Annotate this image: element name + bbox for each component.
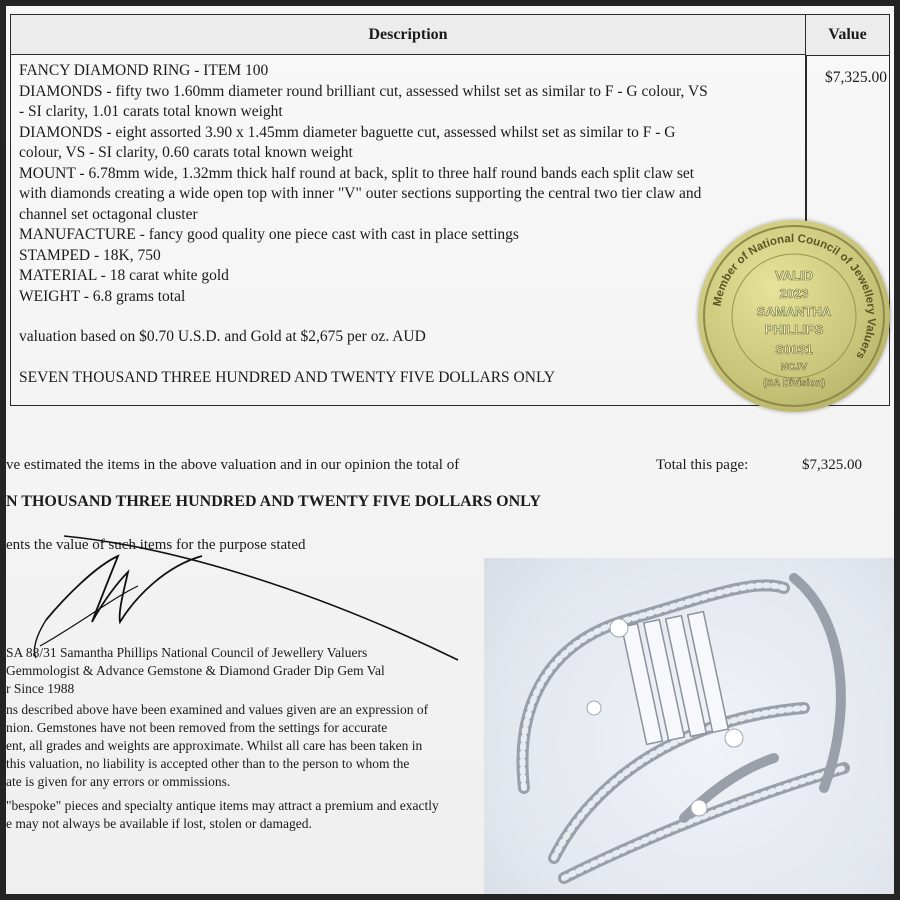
description-line: channel set octagonal cluster bbox=[19, 205, 198, 223]
disclaimer-line: nion. Gemstones have not been removed from the settings for accurate bbox=[6, 720, 388, 735]
amount-in-words: SEVEN THOUSAND THREE HUNDRED AND TWENTY FIVE DOLLARS ONLY bbox=[19, 368, 556, 386]
seal-line: PHILLIPS bbox=[764, 322, 824, 337]
description-line: colour, VS - SI clarity, 0.60 carats total known weight bbox=[19, 144, 353, 161]
bespoke-line: "bespoke" pieces and specialty antique items may attract a premium and exactly bbox=[6, 798, 439, 813]
description-line: WEIGHT - 6.8 grams total bbox=[19, 287, 186, 305]
description-line: DIAMONDS - eight assorted 3.90 x 1.45mm diameter baguette cut, assessed whilst set as similar to F - G bbox=[19, 123, 676, 141]
disclaimer-line: ent, all grades and weights are approximate. Whilst all care has been taken in bbox=[6, 738, 423, 753]
total-label: Total this page: bbox=[656, 457, 749, 473]
valuation-note: valuation based on $0.70 U.S.D. and Gold at $2,675 per oz. AUD bbox=[19, 328, 426, 345]
ncjv-seal bbox=[698, 220, 890, 412]
valuation-document bbox=[6, 6, 894, 894]
disclaimer-line: ate is given for any errors or ommissions. bbox=[6, 774, 231, 789]
item-title: FANCY DIAMOND RING - ITEM 100 bbox=[19, 62, 269, 79]
valuer-credentials: SA 88/31 Samantha Phillips National Council of Jewellery Valuers bbox=[6, 645, 368, 660]
seal-line: NCJV bbox=[780, 362, 808, 373]
description-line: MATERIAL - 18 carat white gold bbox=[19, 267, 229, 284]
description-line: STAMPED - 18K, 750 bbox=[19, 246, 161, 264]
valuer-qualifications: Gemmologist & Advance Gemstone & Diamond Grader Dip Gem Val bbox=[6, 663, 385, 678]
description-line: DIAMONDS - fifty two 1.60mm diameter round brilliant cut, assessed whilst set as similar to F - G colour, VS bbox=[19, 82, 708, 100]
item-value: $7,325.00 bbox=[825, 69, 887, 86]
description-line: MOUNT - 6.78mm wide, 1.32mm thick half round at back, split to three half round bands each split claw set bbox=[19, 164, 695, 182]
seal-line: VALID bbox=[774, 268, 814, 283]
description-body bbox=[19, 61, 799, 388]
description-header: Description bbox=[11, 15, 806, 55]
seal-line: (SA Division) bbox=[763, 378, 825, 389]
seal-line: SAMANTHA bbox=[756, 304, 832, 319]
seal-graphic bbox=[698, 220, 890, 412]
disclaimer-line: this valuation, no liability is accepted other than to the person to whom the bbox=[6, 756, 410, 771]
description-line: with diamonds creating a wide open top with inner "V" outer sections supporting the central two tier claw and bbox=[19, 185, 702, 202]
amount-in-words-summary: N THOUSAND THREE HUNDRED AND TWENTY FIVE DOLLARS ONLY bbox=[6, 493, 541, 510]
bespoke-line: e may not always be available if lost, stolen or damaged. bbox=[6, 816, 312, 831]
ring-photo bbox=[484, 558, 894, 894]
seal-line: 2023 bbox=[779, 286, 809, 301]
disclaimer-line: ns described above have been examined and values given are an expression of bbox=[6, 702, 429, 717]
valuer-since: r Since 1988 bbox=[6, 681, 75, 696]
description-line: - SI clarity, 1.01 carats total known weight bbox=[19, 103, 283, 120]
estimate-text: ve estimated the items in the above valuation and in our opinion the total of bbox=[6, 457, 460, 473]
value-header: Value bbox=[806, 15, 889, 56]
description-line: MANUFACTURE - fancy good quality one piece cast with cast in place settings bbox=[19, 226, 519, 243]
seal-ring-text: Member of National Council of Jewellery Valuers bbox=[711, 232, 878, 362]
total-value: $7,325.00 bbox=[802, 457, 862, 473]
ring-illustration bbox=[484, 558, 894, 894]
seal-line: S0031 bbox=[775, 342, 813, 357]
represents-text: ents the value of such items for the purpose stated bbox=[6, 537, 306, 553]
